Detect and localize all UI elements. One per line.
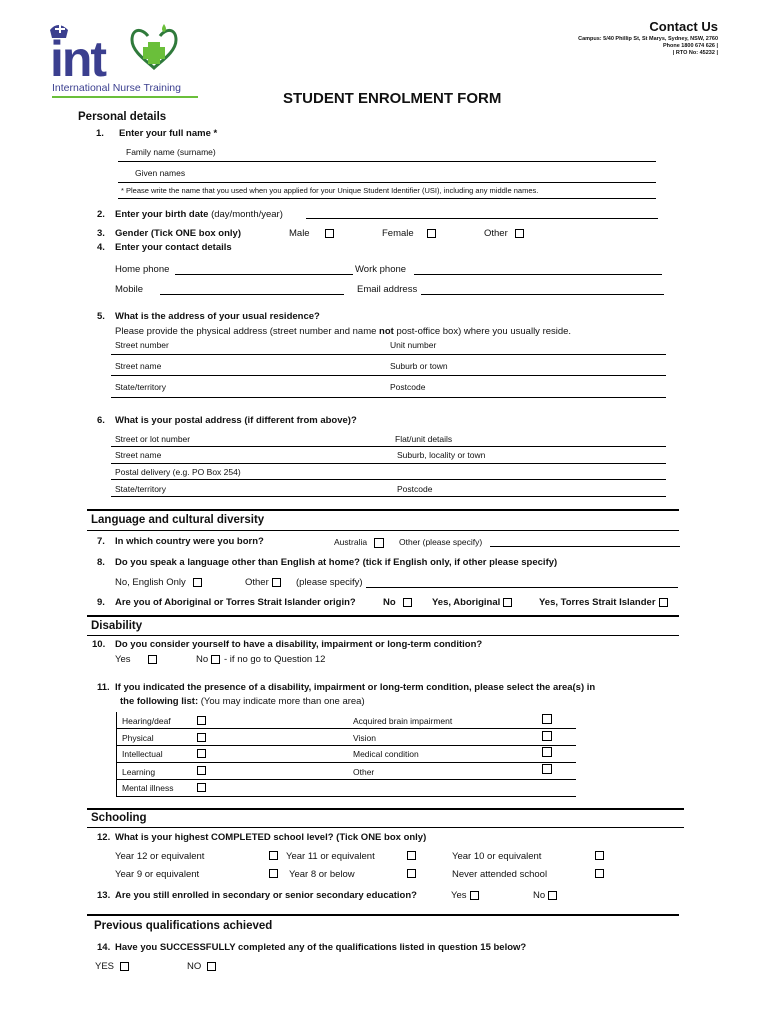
qualifications-yes-label: YES	[95, 961, 115, 972]
origin-no[interactable]	[383, 597, 412, 608]
school-y8-checkbox[interactable]	[407, 869, 416, 878]
postcode-2-label: Postcode	[397, 484, 433, 494]
born-other-label: Other (please specify)	[399, 537, 483, 547]
given-names-label: Given names	[135, 168, 186, 178]
origin-aboriginal[interactable]	[432, 597, 512, 608]
english-only[interactable]	[115, 577, 202, 588]
logo-letters: int	[50, 31, 106, 87]
school-y9-checkbox[interactable]	[269, 869, 278, 878]
area-mental[interactable]	[122, 783, 174, 793]
enrolled-yes-label: Yes	[451, 890, 467, 901]
area-medical[interactable]	[353, 749, 419, 759]
q4-label: Enter your contact details	[115, 242, 232, 253]
area-other-checkbox[interactable]	[542, 764, 552, 774]
family-name-label: Family name (surname)	[126, 147, 216, 157]
area-learning-label: Learning	[122, 767, 156, 777]
postcode-label: Postcode	[390, 382, 426, 392]
area-brain-label: Acquired brain impairment	[353, 716, 453, 726]
postal-line-1[interactable]	[111, 446, 666, 447]
disability-yes-label: Yes	[115, 654, 131, 665]
language-specify-field[interactable]	[366, 587, 678, 588]
language-other[interactable]	[245, 577, 281, 588]
q9-number: 9.	[97, 597, 105, 608]
area-intellectual-checkbox[interactable]	[197, 749, 206, 758]
language-other-checkbox[interactable]	[272, 578, 281, 587]
area-other-label: Other	[353, 767, 375, 777]
gender-female-checkbox[interactable]	[427, 229, 436, 238]
q10-number: 10.	[92, 639, 106, 650]
q11-b: the following list:	[120, 696, 199, 707]
q3-label: Gender (Tick ONE box only)	[115, 228, 241, 239]
area-intellectual-label: Intellectual	[122, 749, 163, 759]
gender-male-checkbox[interactable]	[325, 229, 334, 238]
q5-description	[115, 326, 571, 337]
area-physical-label: Physical	[122, 733, 154, 743]
q11-number: 11.	[97, 682, 110, 693]
disability-no[interactable]	[196, 654, 220, 665]
area-hearing-label: Hearing/deaf	[122, 716, 171, 726]
origin-aboriginal-label: Yes, Aboriginal	[432, 597, 501, 608]
disability-no-label: No	[196, 654, 209, 665]
q9-label: Are you of Aboriginal or Torres Strait Islander origin?	[115, 597, 356, 608]
residence-line-3[interactable]	[111, 397, 666, 398]
area-hearing[interactable]	[122, 716, 171, 726]
origin-no-label: No	[383, 597, 396, 608]
qualifications-no-label: NO	[187, 961, 202, 972]
q11-label-a: If you indicated the presence of a disability, impairment or long-term condition, please select the area(s) in	[115, 682, 596, 693]
q5-label: What is the address of your usual residence?	[115, 311, 320, 322]
gender-other-label: Other	[484, 228, 508, 239]
enrolled-no-checkbox[interactable]	[548, 891, 557, 900]
origin-torres-strait[interactable]	[539, 597, 668, 608]
q11-label-b	[120, 696, 365, 707]
school-y10-checkbox[interactable]	[595, 851, 604, 860]
work-phone-field[interactable]	[414, 274, 662, 275]
english-only-checkbox[interactable]	[193, 578, 202, 587]
contact-campus: Campus: 5/40 Phillip St, St Marys, Sydney, NSW, 2760	[578, 36, 718, 42]
given-names-field[interactable]	[118, 182, 656, 183]
origin-aboriginal-checkbox[interactable]	[503, 598, 512, 607]
q5-desc-b: post-office box) where you usually reside.	[393, 326, 572, 337]
q3-number: 3.	[97, 228, 105, 239]
qualifications-no-checkbox[interactable]	[207, 962, 216, 971]
q2-number: 2.	[97, 209, 105, 220]
suburb-label: Suburb or town	[390, 361, 448, 371]
area-medical-checkbox[interactable]	[542, 747, 552, 757]
q2-format: (day/month/year)	[211, 209, 283, 220]
school-y10-label: Year 10 or equivalent	[452, 851, 542, 862]
postal-line-4[interactable]	[111, 496, 666, 497]
home-phone-label: Home phone	[115, 264, 170, 275]
enrolled-no-label: No	[533, 890, 546, 901]
work-phone-label: Work phone	[355, 264, 407, 275]
school-y12-checkbox[interactable]	[269, 851, 278, 860]
gender-female[interactable]	[382, 228, 436, 239]
previous-heading: Previous qualifications achieved	[94, 920, 273, 932]
q5-desc-not: not	[379, 326, 394, 337]
q12-number: 12.	[97, 832, 111, 843]
disability-yes[interactable]	[115, 654, 157, 665]
q1-label: Enter your full name *	[119, 128, 218, 139]
enrolled-no[interactable]	[533, 890, 557, 901]
born-australia-checkbox[interactable]	[374, 538, 384, 548]
disability-yes-checkbox[interactable]	[148, 655, 157, 664]
area-mental-checkbox[interactable]	[197, 783, 206, 792]
gender-other[interactable]	[484, 228, 524, 239]
origin-torres-strait-label: Yes, Torres Strait Islander	[539, 597, 656, 608]
q11-c: (You may indicate more than one area)	[200, 696, 365, 707]
q5-number: 5.	[97, 311, 105, 322]
flat-unit-label: Flat/unit details	[395, 434, 453, 444]
contact-phone: Phone 1800 674 626 |	[662, 43, 718, 49]
state-label: State/territory	[115, 382, 167, 392]
q14-number: 14.	[97, 942, 111, 953]
logo-tagline: International Nurse Training	[52, 82, 181, 94]
qualifications-yes-checkbox[interactable]	[120, 962, 129, 971]
q6-label: What is your postal address (if different from above)?	[115, 415, 357, 426]
gender-male[interactable]	[289, 228, 334, 239]
birth-date-field[interactable]	[306, 218, 658, 219]
language-other-label: Other	[245, 577, 269, 588]
contact-rto: | RTO No: 45232 |	[672, 50, 718, 56]
born-australia[interactable]	[334, 537, 384, 548]
school-y11-label: Year 11 or equivalent	[286, 851, 375, 862]
unit-number-label: Unit number	[390, 340, 437, 350]
disability-no-go: - if no go to Question 12	[224, 654, 326, 665]
q12-label: What is your highest COMPLETED school level? (Tick ONE box only)	[115, 832, 427, 843]
street-name-label: Street name	[115, 361, 162, 371]
enrolled-yes[interactable]	[451, 890, 479, 901]
disability-heading: Disability	[91, 620, 143, 632]
logo	[44, 18, 204, 98]
area-brain-checkbox[interactable]	[542, 714, 552, 724]
q2-text: Enter your birth date	[115, 209, 209, 220]
school-y8-label: Year 8 or below	[289, 869, 355, 880]
please-specify-label: (please specify)	[296, 577, 363, 588]
usi-note: * Please write the name that you used when you applied for your Unique Student Identifier (USI), including any middle names.	[121, 186, 539, 195]
area-vision-checkbox[interactable]	[542, 731, 552, 741]
schooling-heading: Schooling	[91, 812, 147, 824]
disability-table	[116, 712, 576, 796]
gender-other-checkbox[interactable]	[515, 229, 524, 238]
street-name-2-label: Street name	[115, 450, 162, 460]
school-y12-label: Year 12 or equivalent	[115, 851, 205, 862]
q6-number: 6.	[97, 415, 105, 426]
mobile-label: Mobile	[115, 284, 143, 295]
school-never-checkbox[interactable]	[595, 869, 604, 878]
email-label: Email address	[357, 284, 418, 295]
enrolled-yes-checkbox[interactable]	[470, 891, 479, 900]
area-medical-label: Medical condition	[353, 749, 419, 759]
home-phone-field[interactable]	[175, 274, 353, 275]
q14-label: Have you SUCCESSFULLY completed any of the qualifications listed in question 15 below?	[115, 942, 527, 953]
area-vision[interactable]	[353, 733, 376, 743]
residence-line-2[interactable]	[111, 375, 666, 376]
language-heading: Language and cultural diversity	[91, 514, 265, 526]
area-other[interactable]	[353, 767, 374, 777]
english-only-label: No, English Only	[115, 577, 186, 588]
q8-number: 8.	[97, 557, 105, 568]
q13-number: 13.	[97, 890, 111, 901]
area-physical[interactable]	[122, 733, 154, 743]
area-physical-checkbox[interactable]	[197, 733, 206, 742]
q2-label	[115, 209, 283, 220]
contact-title: Contact Us	[649, 19, 718, 34]
postal-delivery-label: Postal delivery (e.g. PO Box 254)	[115, 467, 241, 477]
q8-label: Do you speak a language other than English at home? (tick if English only, if other please specify)	[115, 557, 558, 568]
q7-number: 7.	[97, 536, 105, 547]
residence-line-1[interactable]	[111, 354, 666, 355]
gender-female-label: Female	[382, 228, 414, 239]
q7-label: In which country were you born?	[115, 536, 264, 547]
area-mental-label: Mental illness	[122, 783, 174, 793]
q10-label: Do you consider yourself to have a disability, impairment or long-term condition?	[115, 639, 483, 650]
postal-line-2[interactable]	[111, 463, 666, 464]
area-vision-label: Vision	[353, 733, 376, 743]
email-field[interactable]	[421, 294, 664, 295]
disability-no-checkbox[interactable]	[211, 655, 220, 664]
gender-male-label: Male	[289, 228, 310, 239]
postal-line-3[interactable]	[111, 479, 666, 480]
family-name-field[interactable]	[118, 161, 656, 162]
suburb-2-label: Suburb, locality or town	[397, 450, 486, 460]
area-intellectual[interactable]	[122, 749, 163, 759]
q5-desc-a: Please provide the physical address (street number and name	[115, 326, 380, 337]
qualifications-yes[interactable]	[95, 961, 129, 972]
area-learning-checkbox[interactable]	[197, 766, 206, 775]
mobile-field[interactable]	[160, 294, 344, 295]
personal-heading: Personal details	[78, 111, 167, 123]
q1-number: 1.	[96, 128, 104, 139]
born-other-field[interactable]	[490, 546, 680, 547]
form-title: STUDENT ENROLMENT FORM	[283, 90, 502, 107]
area-learning[interactable]	[122, 767, 155, 777]
school-y11-checkbox[interactable]	[407, 851, 416, 860]
area-hearing-checkbox[interactable]	[197, 716, 206, 725]
q4-number: 4.	[97, 242, 105, 253]
street-lot-label: Street or lot number	[115, 434, 191, 444]
school-never-label: Never attended school	[452, 869, 548, 880]
area-brain[interactable]	[353, 716, 452, 726]
qualifications-no[interactable]	[187, 961, 216, 972]
state-2-label: State/territory	[115, 484, 167, 494]
born-australia-label: Australia	[334, 537, 368, 547]
origin-no-checkbox[interactable]	[403, 598, 412, 607]
origin-torres-strait-checkbox[interactable]	[659, 598, 668, 607]
school-y9-label: Year 9 or equivalent	[115, 869, 200, 880]
q13-label: Are you still enrolled in secondary or senior secondary education?	[115, 890, 417, 901]
street-number-label: Street number	[115, 340, 169, 350]
